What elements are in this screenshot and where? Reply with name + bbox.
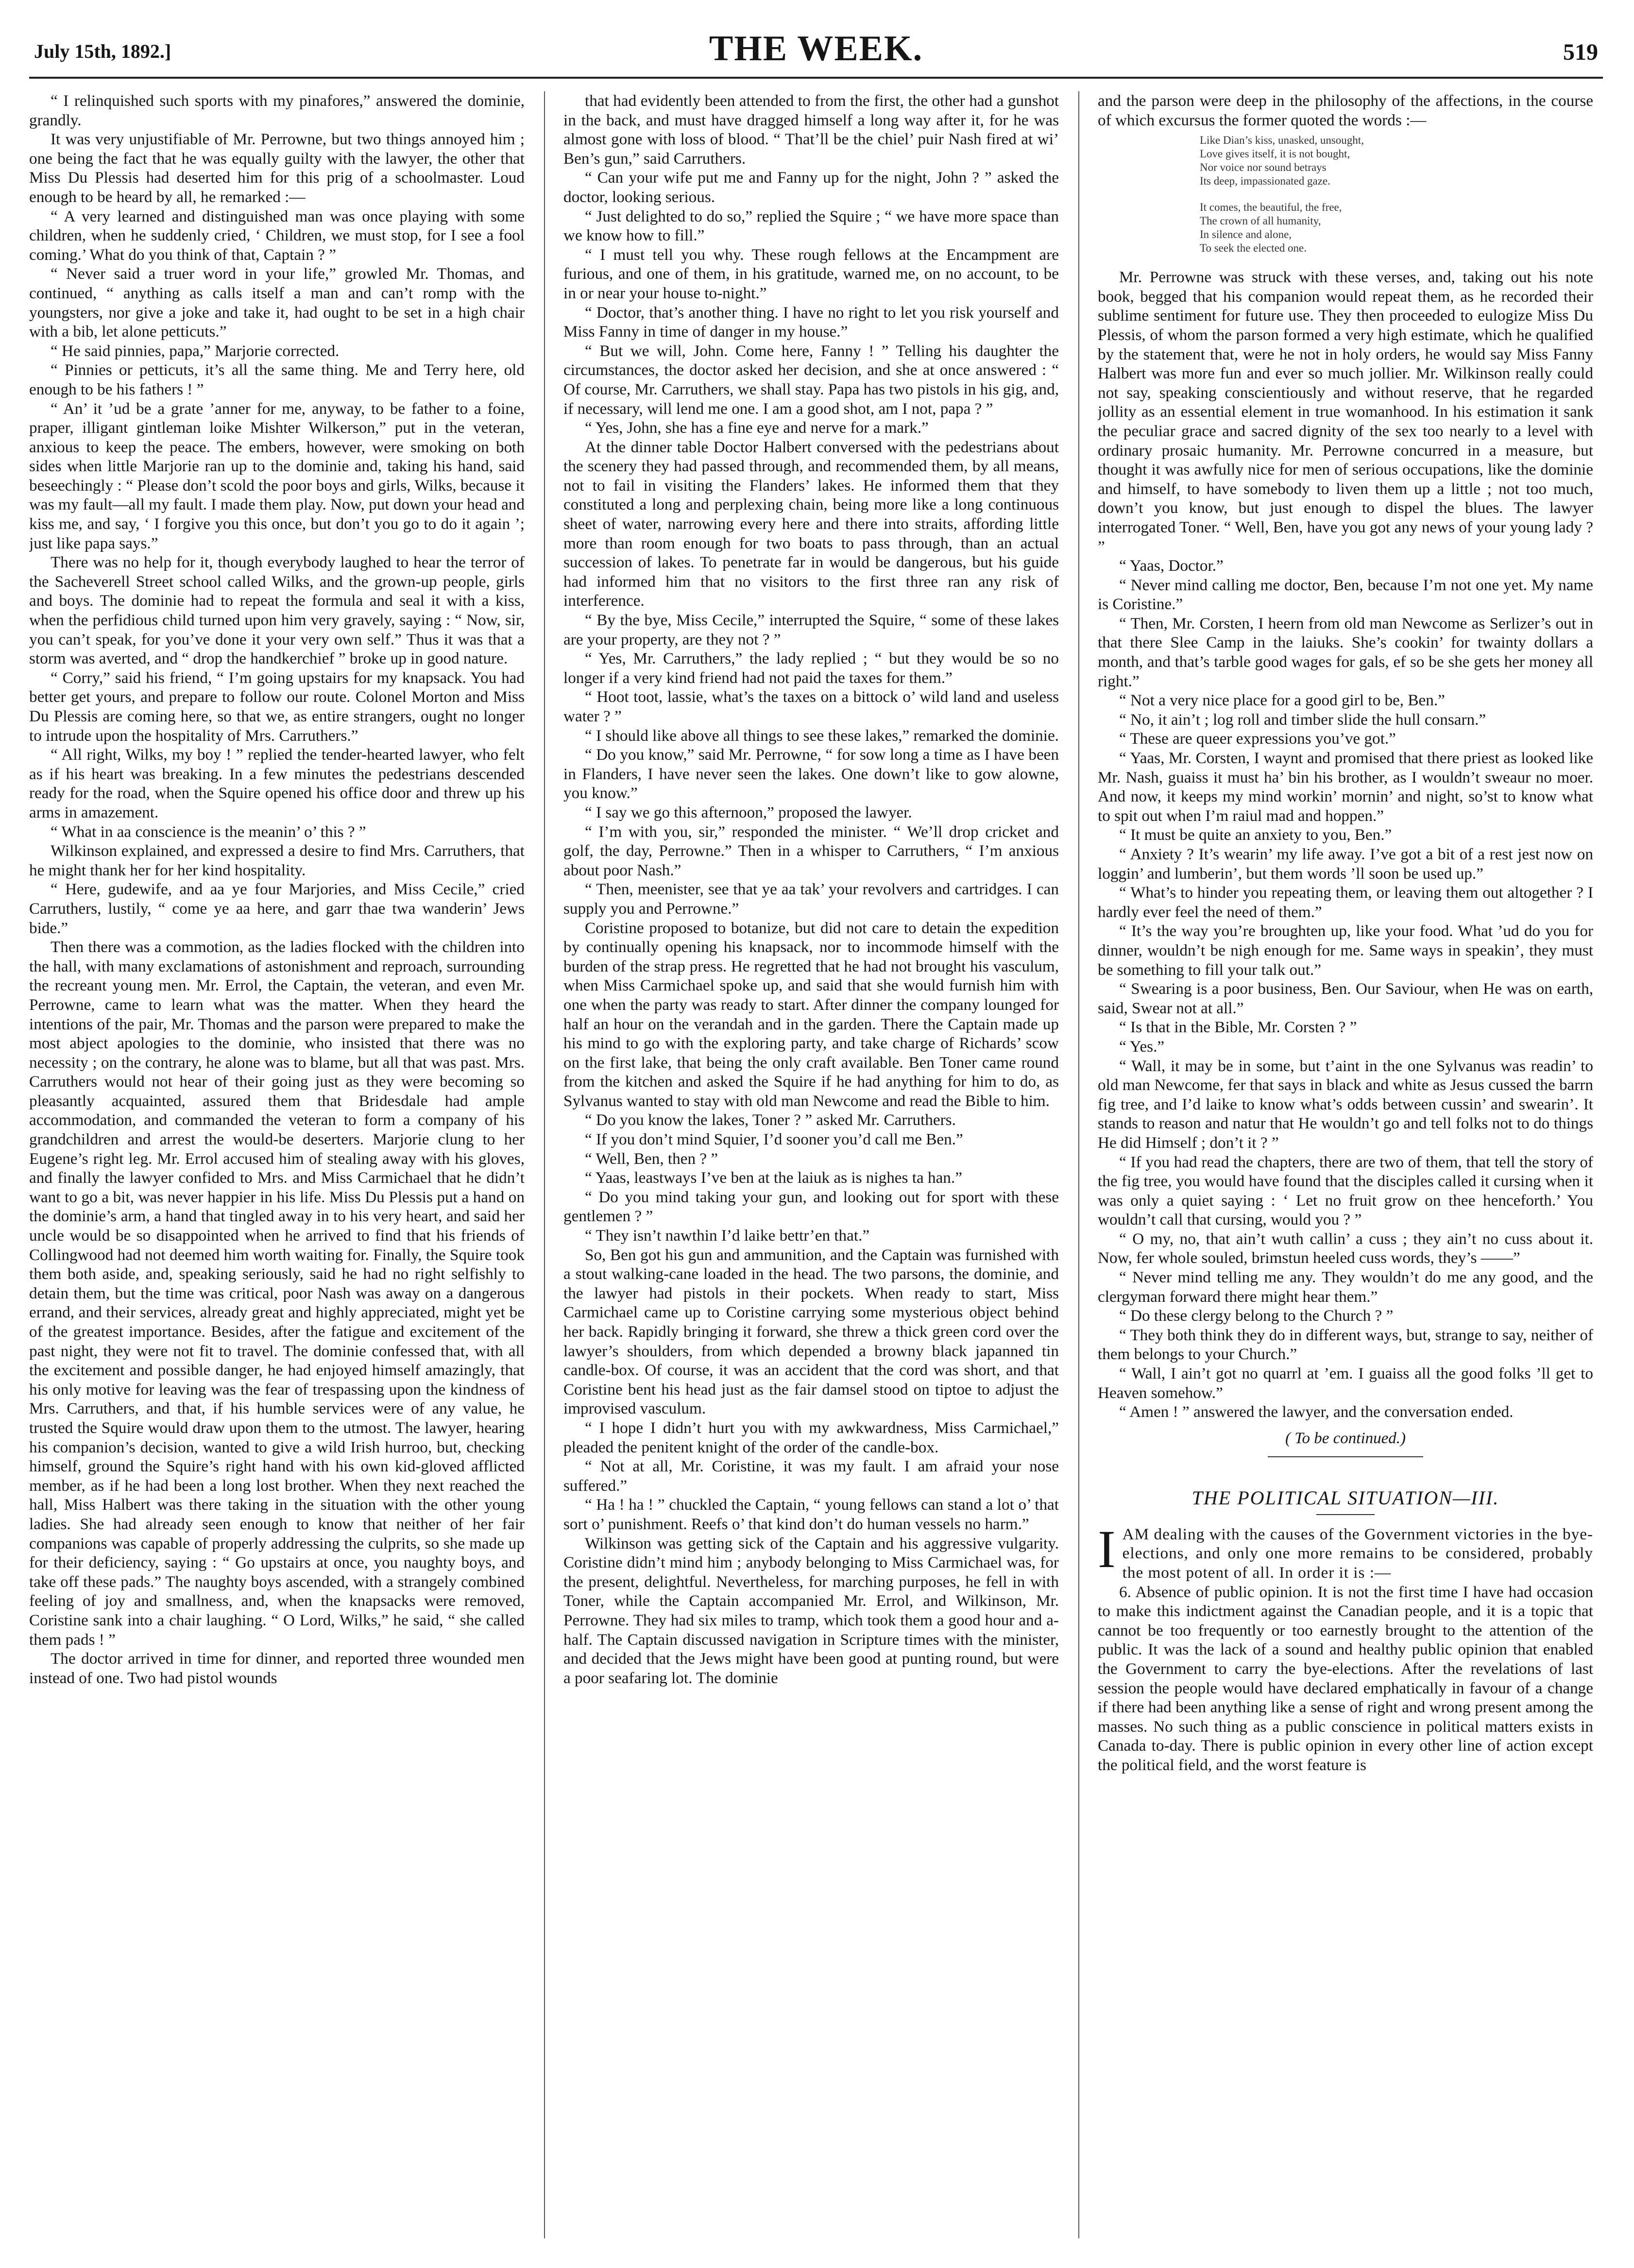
poem-stanza <box>1200 201 1593 255</box>
paragraph: “ I say we go this afternoon,” proposed the lawyer. <box>585 803 912 821</box>
poem-stanza <box>1200 134 1593 188</box>
paragraph: “ I must tell you why. These rough fellows at the Encampment are furious, and one of them, in his gratitude, warned me, on no account, to be in or near your house to-night.” <box>563 245 1059 302</box>
poem-line: It comes, the beautiful, the free, <box>1200 201 1342 214</box>
paragraph: “ No, it ain’t ; log roll and timber slide the hull consarn.” <box>1119 710 1486 729</box>
paragraph: Then there was a commotion, as the ladies flocked with the children into the hall, with many exclamations of astonishment and reproach, surrounding the recreant young men. Mr. Errol, the Captain, the veteran, and even Mr. Perrowne, came to learn what was the matter. When they heard the intentions of the pair, Mr. Thomas and the parson were prepared to make the most abject apologies to the dominie, who insisted that there was no necessity ; on the contrary, he alone was to blame, but all that was past. Mrs. Carruthers would not hear of their going just as they were becoming so pleasantly acquainted, assured them that Bridesdale had ample accommodation, and commanded the veteran to form a company of his grandchildren and arrest the would-be deserters. Marjorie clung to her Eugene’s right leg. Mr. Errol accused him of stealing away with his gloves, and finally the lawyer confided to Mrs. and Miss Carmichael that he didn’t want to go a bit, was never happier in his life. Miss Du Plessis put a hand on the dominie’s arm, a hand that tingled away in to his very heart, and said her uncle would be so disappointed when he arrived to find that his friends of Collingwood had not deemed him worth waiting for. Finally, the Squire took them both aside, and, speaking seriously, said he had no right selfishly to detain them, but the time was critical, poor Nash was away on a dangerous errand, and their services, already great and highly appreciated, might yet be of the greatest importance. Besides, after the fatigue and excitement of the past night, they were not fit to travel. The dominie confessed that, with all the excitement and possible danger, he had enjoyed himself amazingly, that his only motive for leaving was the fear of trespassing upon the kindness of Mrs. Carruthers, and that, if his humble services were of any value, he trusted the Squire would draw upon them to the utmost. The lawyer, hearing his companion’s decision, wanted to give a wild Irish hurroo, but, checking himself, ground the Squire’s right hand with his own kid-gloved afflicted member, as if he had been a long lost brother. When they next reached the hall, Miss Halbert was there taking in the situation with the other young ladies. She had already seen enough to know that neither of her fair companions was capable of properly addressing the culprits, so she made up for their deficiency, saying : “ Go upstairs at once, you naughty boys, and take off these pads.” The naughty boys ascended, with a strangely combined feeling of joy and smallness, and, when the knapsacks were removed, Coristine sank into a chair laughing. “ O Lord, Wilks,” he said, “ she called them pads ! ” <box>29 938 525 1649</box>
to-be-continued: ( To be continued.) <box>1285 1429 1406 1447</box>
paragraph: “ Hoot toot, lassie, what’s the taxes on a bittock o’ wild land and useless water ? ” <box>563 688 1059 725</box>
paragraph: “ Corry,” said his friend, “ I’m going upstairs for my knapsack. You had better get yours, and prepare to follow our route. Colonel Morton and Miss Du Plessis are coming here, so that we, as entire strangers, ought no longer to intrude upon the hospitality of Mrs. Carruthers.” <box>29 668 525 745</box>
poem-line: Nor voice nor sound betrays <box>1200 161 1327 174</box>
paragraph: “ O my, no, that ain’t wuth callin’ a cuss ; they ain’t no cuss about it. Now, fer whole souled, brimstun heeled cuss words, they’s ——” <box>1098 1229 1593 1267</box>
paragraph: “ Not at all, Mr. Coristine, it was my fault. I am afraid your nose suffered.” <box>563 1457 1059 1495</box>
paragraph: “ Never mind telling me any. They wouldn’t do me any good, and the clergyman forward there might hear them.” <box>1098 1268 1593 1306</box>
paragraph: “ A very learned and distinguished man was once playing with some children, when he suddenly cried, ‘ Children, we must stop, for I see a fool coming.’ What do you think of that, Captain ? ” <box>29 207 525 264</box>
paragraph: It was very unjustifiable of Mr. Perrowne, but two things annoyed him ; one being the fact that he was equally guilty with the lawyer, the other that Miss Du Plessis had deserted him for this prig of a schoolmaster. Loud enough to be heard by all, he remarked :— <box>29 130 525 206</box>
paragraph: “ He said pinnies, papa,” Marjorie corrected. <box>51 341 340 360</box>
paragraph: Wilkinson was getting sick of the Captain and his aggressive vulgarity. Coristine didn’t mind him ; anybody belonging to Miss Carmichael was, for the present, delightful. Nevertheless, for marching purposes, he fell in with Toner, while the Captain accompanied Mr. Errol, and Wilkinson, Mr. Perrowne. They had six miles to tramp, which took them a good hour and a-half. The Captain discussed navigation in Scripture times with the minister, and decided that the Jews might have been good at punting round, but were a poor seafaring lot. The dominie <box>563 1534 1059 1687</box>
paragraph: There was no help for it, though everybody laughed to hear the terror of the Sacheverell Street school called Wilks, and the grown-up people, girls and boys. The dominie had to repeat the formula and seal it with a kiss, when the perfidious child turned upon him very gravely, saying : “ Now, sir, you can’t speak, for you’ve done it your very own self.” Thus it was that a storm was averted, and “ drop the handkerchief ” broke up in good nature. <box>29 553 525 668</box>
paragraph: Mr. Perrowne was struck with these verses, and, taking out his note book, begged that his companion would repeat them, as he recorded their sublime sentiment for future use. They then proceeded to eulogize Miss Du Plessis, of whom the parson formed a very high estimate, which he qualified by the statement that, were he not in holy orders, he would say Miss Fanny Halbert was more fun and ever so much jollier. Mr. Wilkinson really could not say, speaking conscientiously and without reserve, that he regarded jollity as an essential element in true womanhood. In his estimation it sank the peculiar grace and sacred dignity of the sex too nearly to a level with ordinary prosaic humanity. Mr. Perrowne concurred in a measure, but thought it was awfully nice for men of serious occupations, like the dominie and himself, to have somebody to liven them up a little ; not too much, down’t you know, but just enough to dispel the blues. The lawyer interrogated Toner. “ Well, Ben, have you got any news of your young lady ? ” <box>1098 268 1593 556</box>
column-1 <box>29 91 525 2238</box>
paragraph: “ Yaas, Mr. Corsten, I waynt and promised that there priest as looked like Mr. Nash, guaiss it must ha’ bin his brother, as I wouldn’t sweaur no moer. And now, it keeps my mind workin’ mornin’ and night, so’st to know what to spit out when I’m raiul mad and hoppen.” <box>1098 749 1593 825</box>
paragraph: “ I should like above all things to see these lakes,” remarked the dominie. <box>585 726 1059 745</box>
article-lead-paragraph <box>1098 1519 1593 1583</box>
publication-title: THE WEEK. <box>709 29 923 68</box>
paragraph: “ Do you mind taking your gun, and looking out for sport with these gentlemen ? ” <box>563 1188 1059 1226</box>
column-divider <box>544 91 545 2238</box>
paragraph: “ Never mind calling me doctor, Ben, because I’m not one yet. My name is Coristine.” <box>1098 576 1593 614</box>
paragraph: “ They both think they do in different ways, but, strange to say, neither of them belongs to your Church.” <box>1098 1326 1593 1364</box>
paragraph: 6. Absence of public opinion. It is not the first time I have had occasion to make this indictment against the Canadian people, and it is a topic that cannot be too frequently or too earnestly brought to the attention of the public. It was the lack of a sound and healthy public opinion that enabled the Government to carry the bye-elections. After the revelations of last session the people would have declared emphatically in favour of a change if there had been anything like a sense of right and wrong present among the masses. No such thing as a public conscience in political matters exists in Canada to-day. There is public opinion in every other line of action except the political field, and the worst feature is <box>1098 1583 1593 1774</box>
masthead-rule <box>29 77 1603 79</box>
paragraph: “ If you don’t mind Squier, I’d sooner you’d call me Ben.” <box>585 1130 963 1149</box>
paragraph: “ Well, Ben, then ? ” <box>585 1149 718 1168</box>
paragraph: “ These are queer expressions you’ve got.” <box>1119 730 1396 748</box>
column-3 <box>1098 91 1593 2238</box>
paragraph: “ Ha ! ha ! ” chuckled the Captain, “ young fellows can stand a lot o’ that sort o’ punishment. Reefs o’ that kind don’t do human vessels no harm.” <box>563 1496 1059 1533</box>
poem-line: In silence and alone, <box>1200 228 1292 241</box>
lead-text: AM dealing with the causes of the Government victories in the bye-elections, and only one more remains to be considered, probably the most potent of all. In order it is :— <box>1122 1525 1593 1582</box>
paragraph: “ I relinquished such sports with my pinafores,” answered the dominie, grandly. <box>29 92 525 129</box>
poem-line: To seek the elected one. <box>1200 242 1307 255</box>
masthead <box>29 19 1603 73</box>
poem-line: The crown of all humanity, <box>1200 215 1321 227</box>
poem-line: Its deep, impassionated gaze. <box>1200 175 1330 188</box>
paragraph: “ Here, gudewife, and aa ye four Marjories, and Miss Cecile,” cried Carruthers, lustily, “ come ye aa here, and garr thae twa wanderin’ Jews bide.” <box>29 880 525 937</box>
paragraph: “ What in aa conscience is the meanin’ o’ this ? ” <box>51 822 366 841</box>
paragraph: “ Never said a truer word in your life,” growled Mr. Thomas, and continued, “ anything as calls itself a man and can’t romp with the youngsters, nor give a joke and take it, had ought to be set in a high chair with a bib, let alone petticuts.” <box>29 265 525 341</box>
paragraph: “ Then, Mr. Corsten, I heern from old man Newcome as Serlizer’s out in that there Slee Camp in the laiuks. She’s cookin’ for twainty dollars a month, and that’s tarble good wages for gals, ef so be she gets her money all right.” <box>1098 614 1593 690</box>
paragraph: Coristine proposed to botanize, but did not care to detain the expedition by continually opening his knapsack, nor to incommode himself with the burden of the strap press. He regretted that he had not brought his vasculum, when Miss Carmichael spoke up, and said that she would furnish him with one when the party was ready to start. After dinner the company lounged for half an hour on the verandah and in the garden. There the Captain made up his mind to go with the exploring party, and take charge of Richards’ scow on the first lake, that being the only craft available. Ben Toner came round from the kitchen and asked the Squire if he had anything for him to do, as Sylvanus wanted to stay with old man Newcome and read the Bible to him. <box>563 919 1059 1110</box>
paragraph: “ Yes.” <box>1119 1037 1165 1056</box>
issue-date: July 15th, 1892.] <box>34 40 171 62</box>
paragraph: “ It’s the way you’re broughten up, like your food. What ’ud do you for dinner, wouldn’t be nigh enough for me. Same ways in speakin’, they must be something to fill your talk out.” <box>1098 922 1593 979</box>
paragraph: So, Ben got his gun and ammunition, and the Captain was furnished with a stout walking-cane loaded in the head. The two parsons, the dominie, and the lawyer had pistols in their pockets. When ready to start, Miss Carmichael came up to Coristine carrying some mysterious object behind her back. Rapidly bringing it forward, she threw a thick green cord over the lawyer’s shoulders, from which depended a browny black japanned tin candle-box. Of course, it was an accident that the cord was short, and that Coristine bent his head just as the fair damsel stood on tiptoe to adjust the improvised vasculum. <box>563 1245 1059 1418</box>
poem-quote <box>1200 134 1593 255</box>
paragraph: “ Wall, it may be in some, but t’aint in the one Sylvanus was readin’ to old man Newcome, fer that says in black and white as Jesus cussed the barrn fig tree, and I’d laike to know what’s odds between cussin’ and swearin’. It stands to reason and natur that He wouldn’t go and tell folks not to do things He did Himself ; don’t it ? ” <box>1098 1057 1593 1152</box>
paragraph: “ Anxiety ? It’s wearin’ my life away. I’ve got a bit of a rest jest now on loggin’ and lumberin’, but them words ’ll soon be used up.” <box>1098 845 1593 883</box>
paragraph: “ Yaas, Doctor.” <box>1119 557 1224 575</box>
poem-line: Like Dian’s kiss, unasked, unsought, <box>1200 134 1364 147</box>
column-2 <box>563 91 1059 2238</box>
column-divider <box>1078 91 1079 2238</box>
paragraph: “ Swearing is a poor business, Ben. Our Saviour, when He was on earth, said, Swear not at all.” <box>1098 980 1593 1017</box>
paragraph: “ But we will, John. Come here, Fanny ! ” Telling his daughter the circumstances, the doctor asked her decision, and she at once answered : “ Of course, Mr. Carruthers, we shall stay. Papa has two pistols in his gig, and, if necessary, will lend me one. I am a good shot, am I not, papa ? ” <box>563 341 1059 418</box>
poem-line: Love gives itself, it is not bought, <box>1200 148 1350 160</box>
paragraph: “ Not a very nice place for a good girl to be, Ben.” <box>1119 691 1445 710</box>
paragraph: “ Do these clergy belong to the Church ? ” <box>1119 1307 1394 1325</box>
paragraph: “ If you had read the chapters, there are two of them, that tell the story of the fig tree, you would have found that the disciples called it cursing when it was only a quiet saying : ‘ Let no fruit grow on thee henceforth.’ You wouldn’t call that cursing, would you ? ” <box>1098 1153 1593 1229</box>
paragraph: “ Is that in the Bible, Mr. Corsten ? ” <box>1119 1018 1357 1037</box>
paragraph: “ It must be quite an anxiety to you, Ben.” <box>1119 826 1392 844</box>
paragraph: At the dinner table Doctor Halbert conversed with the pedestrians about the scenery they had passed through, and recommended them, by all means, not to fail in visiting the Flanders’ lakes. He informed them that they constituted a long and perplexing chain, being more like a long continuous sheet of water, narrowing every here and there into straits, affording little more than room enough for two boats to pass through, than an actual succession of lakes. To penetrate far in would be dangerous, but his guide had informed him that no visitors to the first three ran any risk of interference. <box>563 438 1059 610</box>
paragraph: that had evidently been attended to from the first, the other had a gunshot in the back, and must have dragged himself a long way after it, for he was almost gone with loss of blood. “ That’ll be the chiel’ puir Nash fired at wi’ Ben’s gun,” said Carruthers. <box>563 92 1059 168</box>
paragraph: “ I hope I didn’t hurt you with my awkwardness, Miss Carmichael,” pleaded the penitent knight of the order of the candle-box. <box>563 1418 1059 1456</box>
title-rule <box>1316 1514 1375 1515</box>
paragraph: “ What’s to hinder you repeating them, or leaving them out altogether ? I hardly ever feel the need of them.” <box>1098 884 1593 921</box>
column-3-body <box>1098 268 1593 1422</box>
paragraph: “ All right, Wilks, my boy ! ” replied the tender-hearted lawyer, who felt as if his heart was breaking. In a few minutes the pedestrians descended ready for the road, when the Squire opened his office door and threw up his arms in amazement. <box>29 746 525 821</box>
paragraph: and the parson were deep in the philosophy of the affections, in the course of which excursus the former quoted the words :— <box>1098 92 1593 129</box>
paragraph: “ Just delighted to do so,” replied the Squire ; “ we have more space than we know how to fill.” <box>563 207 1059 245</box>
paragraph: “ Do you know,” said Mr. Perrowne, “ for sow long a time as I have been in Flanders, I have never seen the lakes. One down’t like to gow alowne, you know.” <box>563 746 1059 802</box>
drop-cap: I <box>1098 1519 1116 1579</box>
paragraph: “ Yes, Mr. Carruthers,” the lady replied ; “ but they would be so no longer if a very kind friend had not paid the taxes for them.” <box>563 649 1059 687</box>
paragraph: “ Wall, I ain’t got no quarrl at ’em. I guaiss all the good folks ’ll get to Heaven somehow.” <box>1098 1364 1593 1402</box>
paragraph: “ I’m with you, sir,” responded the minister. “ We’ll drop cricket and golf, the day, Perrowne.” Then in a whisper to Carruthers, “ I’m anxious about poor Nash.” <box>563 822 1059 879</box>
page-number: 519 <box>1563 39 1598 65</box>
paragraph: “ By the bye, Miss Cecile,” interrupted the Squire, “ some of these lakes are your property, are they not ? ” <box>563 611 1059 648</box>
section-rule <box>1268 1456 1423 1457</box>
paragraph: “ Yaas, leastways I’ve ben at the laiuk as is nighes ta han.” <box>585 1169 962 1187</box>
paragraph: The doctor arrived in time for dinner, and reported three wounded men instead of one. Two had pistol wounds <box>29 1650 525 1687</box>
paragraph: “ An’ it ’ud be a grate ’anner for me, anyway, to be father to a foine, praper, illigant gintleman loike Mishter Wilkerson,” put in the veteran, anxious to keep the peace. The embers, however, were smoking on both sides when little Marjorie ran up to the dominie and, taking his hand, said beseechingly : “ Please don’t scold the poor boys and girls, Wilks, because it was my fault—all my fault. I made them play. Now, put down your head and kiss me, and say, ‘ I forgive you this once, but don’t you go to do it again ’; just like papa says.” <box>29 399 525 552</box>
paragraph: “ Doctor, that’s another thing. I have no right to let you risk yourself and Miss Fanny in time of danger in my house.” <box>563 303 1059 341</box>
article-title: THE POLITICAL SITUATION—III. <box>1191 1486 1499 1509</box>
paragraph: “ Then, meenister, see that ye aa tak’ your revolvers and cartridges. I can supply you and Perrowne.” <box>563 880 1059 918</box>
paragraph: Wilkinson explained, and expressed a desire to find Mrs. Carruthers, that he might thank her for her kind hospitality. <box>29 842 525 879</box>
paragraph: “ Can your wife put me and Fanny up for the night, John ? ” asked the doctor, looking serious. <box>563 169 1059 206</box>
article-body <box>1098 1583 1593 1775</box>
newspaper-page <box>29 19 1603 2254</box>
paragraph: “ They isn’t nawthin I’d laike bettr’en that.” <box>585 1227 870 1245</box>
paragraph: “ Do you know the lakes, Toner ? ” asked Mr. Carruthers. <box>585 1111 956 1129</box>
paragraph: “ Amen ! ” answered the lawyer, and the conversation ended. <box>1119 1403 1514 1421</box>
paragraph: “ Pinnies or petticuts, it’s all the same thing. Me and Terry here, old enough to be his fathers ! ” <box>29 361 525 398</box>
paragraph: “ Yes, John, she has a fine eye and nerve for a mark.” <box>585 419 929 437</box>
